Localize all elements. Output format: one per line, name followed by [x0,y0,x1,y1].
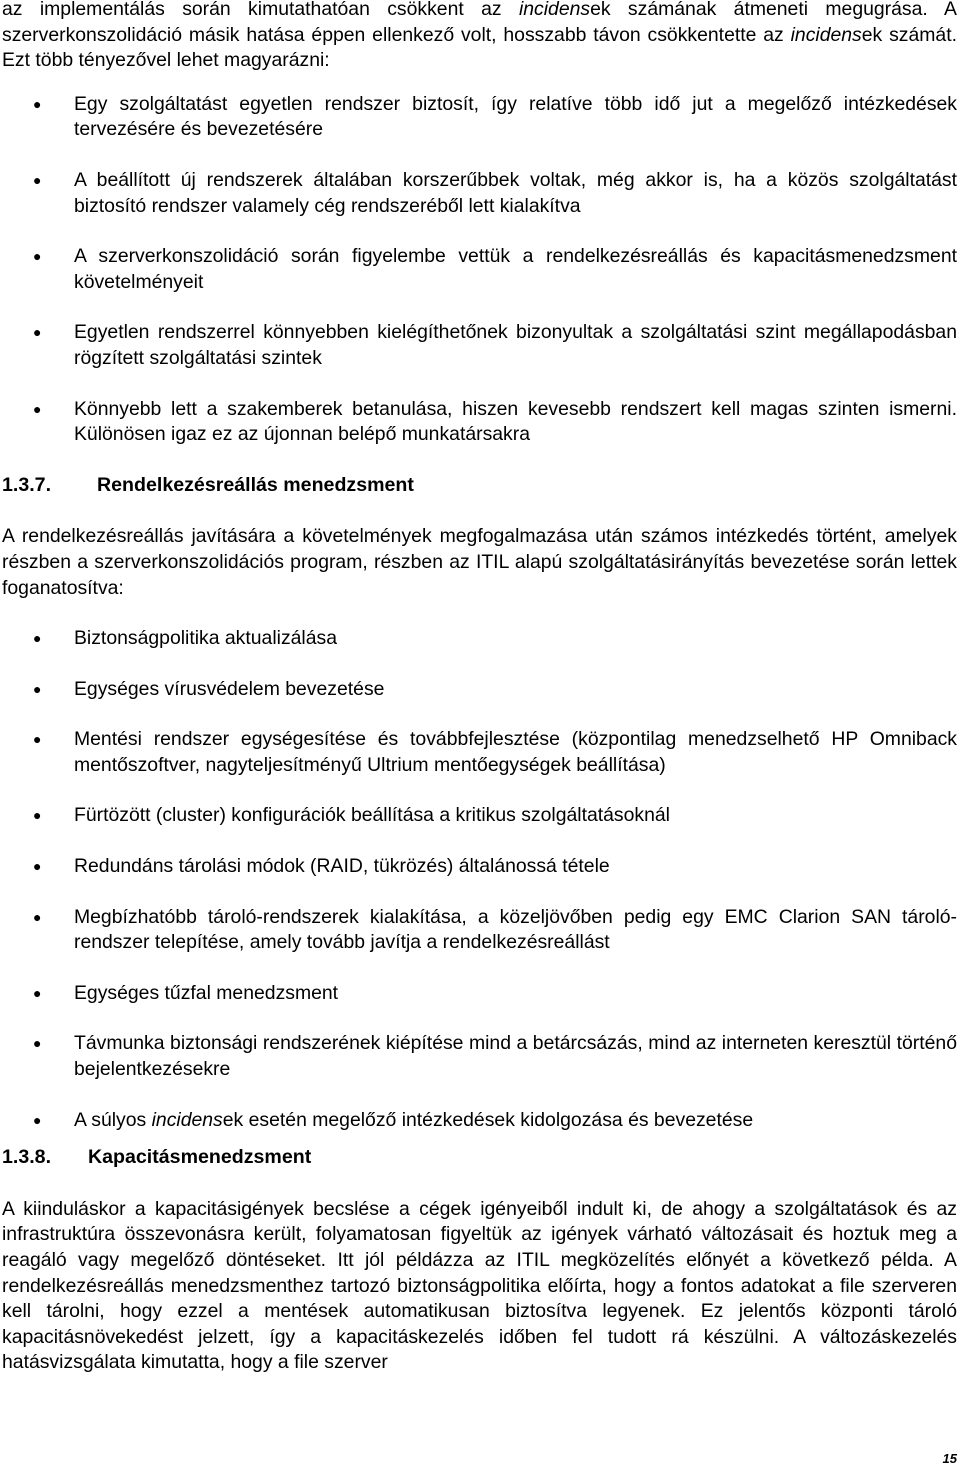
list-item: ● Fürtözött (cluster) konfigurációk beállítása a kritikus szolgáltatásoknál [2,803,957,829]
availability-measures-list [2,626,957,1133]
section-number: 1.3.7. [2,473,52,496]
bullet-icon: ● [33,984,42,1001]
list-item: ● Mentési rendszer egységesítése és továbbfejlesztése (központilag menedzselhető HP Omniback mentőszoftver, nagyteljesítményű Ultrium mentőegységek beállítása) [33,728,957,776]
bullet-icon: ● [33,908,42,925]
bullet-icon: ● [33,680,42,697]
bullet-icon: ● [33,171,42,188]
list-item: ● Könnyebb lett a szakemberek betanulása, hiszen kevesebb rendszert kell magas szinten ismerni. Különösen igaz ez az újonnan belépő munkatársakra [33,397,957,446]
bullet-icon: ● [33,95,42,112]
list-item: ● Redundáns tárolási módok (RAID, tükrözés) általánossá tétele [2,854,957,880]
bullet-icon: ● [33,731,42,748]
list-item: ● Távmunka biztonsági rendszerének kiépítése mind a betárcsázás, mind az interneten keresztül történő bejelentkezésekre [33,1032,957,1081]
list-item: ● Egyetlen rendszerrel könnyebben kielégíthetőnek bizonyultak a szolgáltatási szint megállapodásban rögzített szolgáltatási szintek [33,321,957,369]
list-item: ● A súlyos incidensek esetén megelőző intézkedések kidolgozása és bevezetése [2,1108,957,1134]
list-item: ● A beállított új rendszerek általában korszerűbbek voltak, még akkor is, ha a közös szolgáltatást biztosító rendszer valamely cég rendszeréből lett kialakítva [33,168,957,217]
page-number: 15 [942,1451,957,1466]
intro-paragraph: az implementálás során kimutathatóan csökkent az incidensek számának átmeneti megugrása. A szerverkonszolidáció másik hatása éppen ellenkező volt, hosszabb távon csökkentette az incidensek számát. Ezt több tényezővel lehet magyarázni: [2,0,957,72]
capacity-paragraph: A kiinduláskor a kapacitásigények becslése a cégek igényeiből indult ki, de ahogy a szolgáltatások és az infrastruktúra összevonásra került, folyamatosan figyeltük az igények várható változásait és hoztuk meg a reagáló vagy megelőző döntéseket. Itt jól példázza az ITIL megközelítés előnyét a következő példa. A rendelkezésreállás menedzsmenthez tartozó biztonságpolitika előírta, hogy a fontos adatokat a file szerveren kell tárolni, hogy ezzel a mentések automatikusan biztosítva legyenek. Ez jelentős központi tároló kapacitásnövekedést jelzett, így a kapacitáskezelés időben fel tudott rá készülni. A változáskezelés hatásvizsgálata kimutatta, hogy a file szerver [2,1197,957,1374]
emphasis: incidens [151,1108,223,1131]
section-heading-1-3-7 [2,473,957,499]
bullet-icon: ● [33,324,42,341]
reasons-list [2,92,957,448]
list-item: ● Egységes vírusvédelem bevezetése [2,677,957,703]
list-item: ● A szerverkonszolidáció során figyelembe vettük a rendelkezésreállás és kapacitásmenedzsment követelményeit [33,245,957,293]
list-item: ● Megbízhatóbb tároló-rendszerek kialakítása, a közeljövőben pedig egy EMC Clarion SAN tároló-rendszer telepítése, amely tovább javítja a rendelkezésreállást [33,905,957,954]
list-item: ● Egy szolgáltatást egyetlen rendszer biztosít, így relatíve több idő jut a megelőző intézkedések tervezésére és bevezetésére [33,92,957,141]
list-item: ● Biztonságpolitika aktualizálása [2,626,957,652]
document-page [2,0,957,1376]
section-number: 1.3.8. [2,1146,52,1169]
list-item: ● Egységes tűzfal menedzsment [2,981,957,1007]
section-title: Kapacitásmenedzsment [88,1146,312,1169]
bullet-icon: ● [33,1111,42,1128]
emphasis: incidens [790,23,862,46]
emphasis: incidens [518,0,591,20]
bullet-icon: ● [33,630,42,647]
availability-paragraph: A rendelkezésreállás javítására a követelmények megfogalmazása után számos intézkedés történt, amelyek részben a szerverkonszolidációs program, részben az ITIL alapú szolgáltatásirányítás bevezetése során lettek foganatosítva: [2,525,957,599]
bullet-icon: ● [33,400,42,417]
bullet-icon: ● [33,807,42,824]
bullet-icon: ● [33,858,42,875]
section-heading-1-3-8 [2,1145,957,1171]
section-title: Rendelkezésreállás menedzsment [97,473,414,496]
bullet-icon: ● [33,1035,42,1052]
bullet-icon: ● [33,248,42,265]
